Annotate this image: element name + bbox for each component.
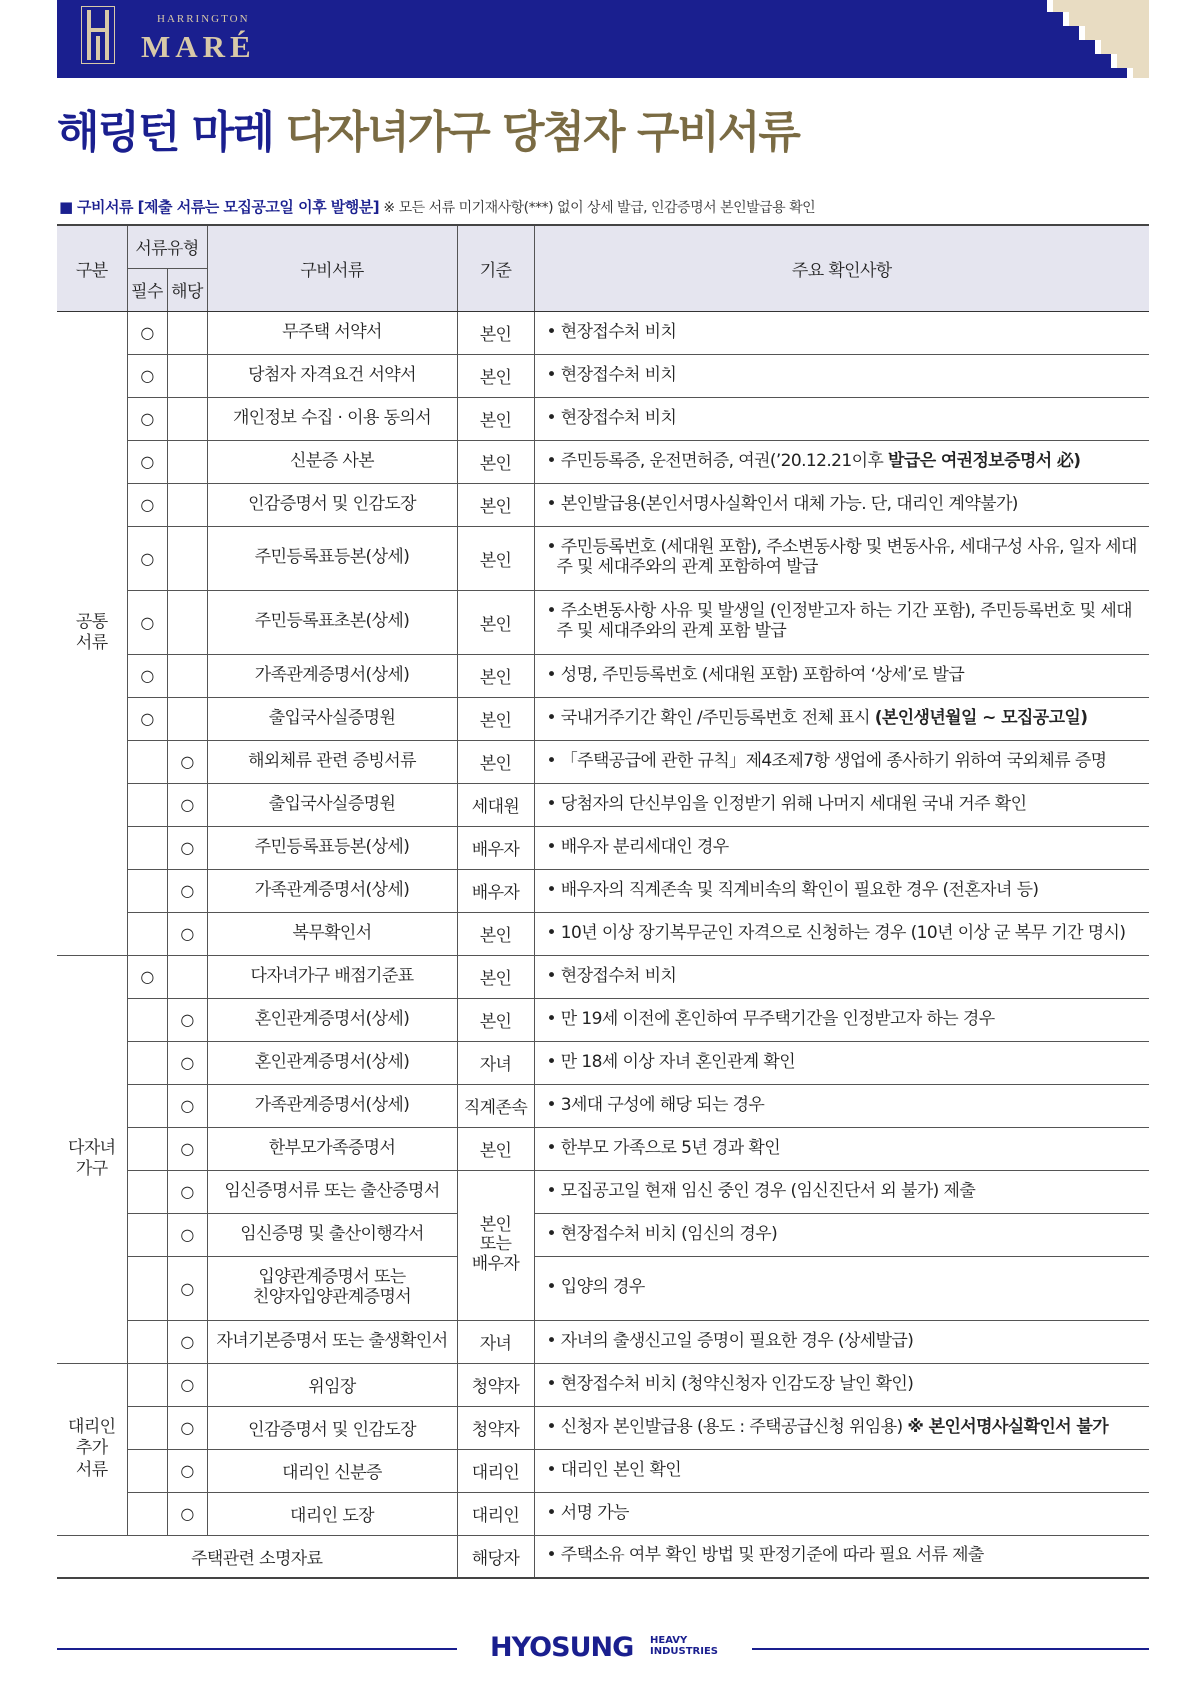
document-name: 임신증명 및 출산이행각서 — [207, 1213, 457, 1256]
documents-table-body — [57, 311, 1149, 1578]
basis: 배우자 — [457, 869, 534, 912]
bullet: • — [546, 1137, 556, 1158]
document-name: 당첨자 자격요건 서약서 — [207, 354, 457, 397]
bullet: • — [546, 1373, 556, 1394]
applicable-mark — [167, 590, 207, 654]
basis: 본인 — [457, 440, 534, 483]
bullet: • — [546, 664, 556, 685]
check-text: 현장접수처 비치 — [560, 965, 677, 986]
applicable-mark: ○ — [167, 1320, 207, 1363]
required-mark: ○ — [127, 483, 167, 526]
required-mark — [127, 783, 167, 826]
document-name: 한부모가족증명서 — [207, 1127, 457, 1170]
required-mark — [127, 1492, 167, 1535]
basis: 청약자 — [457, 1363, 534, 1406]
required-mark: ○ — [127, 654, 167, 697]
check-text: 현장접수처 비치 (임신의 경우) — [560, 1223, 778, 1244]
check-text: 현장접수처 비치 — [560, 407, 677, 428]
category-proxy: 대리인 추가 서류 — [57, 1363, 127, 1535]
table-row — [57, 440, 1149, 483]
header-doc-type: 서류유형 — [127, 225, 207, 268]
check-cell — [534, 783, 1149, 826]
document-name: 무주택 서약서 — [207, 311, 457, 354]
check-cell — [534, 354, 1149, 397]
check-text: 주민등록증, 운전면허증, 여권(’20.12.21이후 — [560, 450, 889, 471]
check-cell — [534, 1535, 1149, 1578]
document-name: 개인정보 수집 · 이용 동의서 — [207, 397, 457, 440]
document-name: 위임장 — [207, 1363, 457, 1406]
applicable-mark: ○ — [167, 1170, 207, 1213]
bullet: • — [546, 1180, 556, 1201]
required-mark: ○ — [127, 526, 167, 590]
check-text: 모집공고일 현재 임신 중인 경우 (임신진단서 외 불가) 제출 — [560, 1180, 976, 1201]
check-cell — [534, 1084, 1149, 1127]
bullet: • — [546, 1277, 556, 1298]
section-note: ※ 모든 서류 미기재사항(***) 없이 상세 발급, 인감증명서 본인발급용 확인 — [383, 200, 816, 216]
footer-line-left — [57, 1648, 457, 1650]
required-mark: ○ — [127, 397, 167, 440]
header-required: 필수 — [127, 268, 167, 311]
required-mark — [127, 1084, 167, 1127]
category-multi: 다자녀 가구 — [57, 955, 127, 1363]
document-name: 자녀기본증명서 또는 출생확인서 — [207, 1320, 457, 1363]
check-text: 배우자 분리세대인 경우 — [560, 836, 729, 857]
document-name: 혼인관계증명서(상세) — [207, 1041, 457, 1084]
check-cell — [534, 998, 1149, 1041]
basis: 본인 — [457, 590, 534, 654]
document-name: 복무확인서 — [207, 912, 457, 955]
document-name: 입양관계증명서 또는 친양자입양관계증명서 — [207, 1256, 457, 1320]
bullet: • — [546, 965, 556, 986]
table-row — [57, 1256, 1149, 1320]
table-row — [57, 1127, 1149, 1170]
document-name: 대리인 도장 — [207, 1492, 457, 1535]
check-text: 당첨자의 단신부임을 인정받기 위해 나머지 세대원 국내 거주 확인 — [560, 793, 1027, 814]
applicable-mark — [167, 397, 207, 440]
document-name: 가족관계증명서(상세) — [207, 1084, 457, 1127]
check-cell — [534, 1363, 1149, 1406]
applicable-mark — [167, 955, 207, 998]
check-cell — [534, 869, 1149, 912]
document-name: 인감증명서 및 인감도장 — [207, 1406, 457, 1449]
harrington-logo-icon — [81, 6, 115, 64]
bullet: • — [546, 750, 556, 771]
applicable-mark: ○ — [167, 740, 207, 783]
check-text: 주택소유 여부 확인 방법 및 판정기준에 따라 필요 서류 제출 — [560, 1545, 984, 1566]
check-cell — [534, 483, 1149, 526]
required-mark — [127, 1127, 167, 1170]
required-mark — [127, 912, 167, 955]
document-name: 출입국사실증명원 — [207, 783, 457, 826]
header-document: 구비서류 — [207, 225, 457, 311]
applicable-mark: ○ — [167, 1492, 207, 1535]
check-cell — [534, 1320, 1149, 1363]
hyosung-logo-sub1: HEAVY — [650, 1635, 688, 1646]
document-name: 혼인관계증명서(상세) — [207, 998, 457, 1041]
table-row — [57, 590, 1149, 654]
applicable-mark: ○ — [167, 912, 207, 955]
check-text: 현장접수처 비치 (청약신청자 인감도장 날인 확인) — [560, 1373, 914, 1394]
bullet: • — [546, 879, 556, 900]
bullet: • — [546, 1094, 556, 1115]
check-text: 배우자의 직계존속 및 직계비속의 확인이 필요한 경우 (전혼자녀 등) — [560, 879, 1039, 900]
table-row — [57, 1170, 1149, 1213]
table-row — [57, 1535, 1149, 1578]
table-row — [57, 1492, 1149, 1535]
bullet: • — [546, 537, 556, 558]
applicable-mark: ○ — [167, 1084, 207, 1127]
required-mark — [127, 1449, 167, 1492]
check-text: 성명, 주민등록번호 (세대원 포함) 포함하여 ‘상세’로 발급 — [560, 664, 965, 685]
page-title-part2: 다자녀가구 당첨자 구비서류 — [286, 107, 799, 158]
document-name: 출입국사실증명원 — [207, 697, 457, 740]
table-row — [57, 783, 1149, 826]
check-cell — [534, 590, 1149, 654]
bullet: • — [546, 1416, 556, 1437]
table-row — [57, 697, 1149, 740]
applicable-mark: ○ — [167, 1406, 207, 1449]
basis: 청약자 — [457, 1406, 534, 1449]
check-cell — [534, 697, 1149, 740]
applicable-mark — [167, 697, 207, 740]
header-basis: 기준 — [457, 225, 534, 311]
bullet: • — [546, 793, 556, 814]
header-check: 주요 확인사항 — [534, 225, 1149, 311]
check-text: 「주택공급에 관한 규칙」제4조제7항 생업에 종사하기 위하여 국외체류 증명 — [560, 750, 1107, 771]
basis: 배우자 — [457, 826, 534, 869]
check-cell — [534, 1127, 1149, 1170]
check-cell — [534, 1406, 1149, 1449]
bullet: • — [546, 601, 556, 622]
document-name: 신분증 사본 — [207, 440, 457, 483]
table-row — [57, 1320, 1149, 1363]
basis: 대리인 — [457, 1492, 534, 1535]
check-text-bold: 발급은 여권정보증명서 必) — [888, 450, 1081, 471]
documents-table — [57, 224, 1149, 1579]
bullet: • — [546, 1223, 556, 1244]
table-row — [57, 998, 1149, 1041]
header-applicable: 해당 — [167, 268, 207, 311]
check-text: 대리인 본인 확인 — [560, 1459, 682, 1480]
bullet: • — [546, 836, 556, 857]
check-cell — [534, 912, 1149, 955]
table-row — [57, 397, 1149, 440]
required-mark: ○ — [127, 354, 167, 397]
required-mark: ○ — [127, 955, 167, 998]
table-row — [57, 1213, 1149, 1256]
check-cell — [534, 311, 1149, 354]
table-row — [57, 955, 1149, 998]
required-mark — [127, 826, 167, 869]
bullet: • — [546, 450, 556, 471]
required-mark: ○ — [127, 697, 167, 740]
check-text: 10년 이상 장기복무군인 자격으로 신청하는 경우 (10년 이상 군 복무 기간 명시) — [560, 922, 1126, 943]
basis: 본인 — [457, 740, 534, 783]
check-cell — [534, 955, 1149, 998]
check-cell — [534, 397, 1149, 440]
check-text: 현장접수처 비치 — [560, 321, 677, 342]
table-row — [57, 483, 1149, 526]
brand-small-text: HARRINGTON — [157, 13, 250, 25]
table-row — [57, 311, 1149, 354]
table-row — [57, 740, 1149, 783]
check-cell — [534, 1170, 1149, 1213]
table-row — [57, 1363, 1149, 1406]
applicable-mark: ○ — [167, 1363, 207, 1406]
bullet: • — [546, 493, 556, 514]
basis: 자녀 — [457, 1041, 534, 1084]
applicable-mark: ○ — [167, 783, 207, 826]
basis: 직계존속 — [457, 1084, 534, 1127]
document-name: 대리인 신분증 — [207, 1449, 457, 1492]
hyosung-logo-subtext — [650, 1635, 718, 1657]
check-text-bold: (본인생년월일 ~ 모집공고일) — [874, 707, 1088, 728]
applicable-mark — [167, 311, 207, 354]
hyosung-logo-sub2: INDUSTRIES — [650, 1646, 718, 1657]
table-row — [57, 1084, 1149, 1127]
bullet: • — [546, 1008, 556, 1029]
check-text: 현장접수처 비치 — [560, 364, 677, 385]
applicable-mark: ○ — [167, 1449, 207, 1492]
document-name: 해외체류 관련 증빙서류 — [207, 740, 457, 783]
check-cell — [534, 1213, 1149, 1256]
bullet: • — [546, 1051, 556, 1072]
table-row — [57, 654, 1149, 697]
check-text: 서명 가능 — [560, 1502, 629, 1523]
basis: 본인 — [457, 397, 534, 440]
check-text: 한부모 가족으로 5년 경과 확인 — [560, 1137, 781, 1158]
required-mark — [127, 1170, 167, 1213]
required-mark — [127, 1213, 167, 1256]
check-cell — [534, 1256, 1149, 1320]
check-text-bold: ※ 본인서명사실확인서 불가 — [907, 1416, 1109, 1437]
bullet: • — [546, 407, 556, 428]
check-text: 주소변동사항 사유 및 발생일 (인정받고자 하는 기간 포함), 주민등록번호 및 세대주 및 세대주와의 관계 포함 발급 — [556, 601, 1132, 641]
basis: 본인 또는 배우자 — [457, 1170, 534, 1320]
bullet: • — [546, 321, 556, 342]
table-row — [57, 1406, 1149, 1449]
required-mark: ○ — [127, 311, 167, 354]
check-cell — [534, 1492, 1149, 1535]
check-cell — [534, 740, 1149, 783]
applicable-mark: ○ — [167, 1256, 207, 1320]
document-name: 가족관계증명서(상세) — [207, 654, 457, 697]
header-category: 구분 — [57, 225, 127, 311]
table-row — [57, 826, 1149, 869]
basis: 대리인 — [457, 1449, 534, 1492]
square-bullet-icon: ■ — [59, 198, 73, 216]
applicable-mark: ○ — [167, 1041, 207, 1084]
table-row — [57, 869, 1149, 912]
applicable-mark: ○ — [167, 1127, 207, 1170]
table-row — [57, 354, 1149, 397]
required-mark — [127, 1256, 167, 1320]
hyosung-logo — [490, 1630, 720, 1670]
category-common: 공통 서류 — [57, 311, 127, 955]
check-text: 본인발급용(본인서명사실확인서 대체 가능. 단, 대리인 계약불가) — [560, 493, 1018, 514]
required-mark — [127, 740, 167, 783]
section-title: 구비서류 [제출 서류는 모집공고일 이후 발행분] — [76, 198, 380, 216]
document-name: 다자녀가구 배점기준표 — [207, 955, 457, 998]
applicable-mark — [167, 440, 207, 483]
required-mark — [127, 1406, 167, 1449]
required-mark — [127, 1320, 167, 1363]
bullet: • — [546, 1330, 556, 1351]
document-name: 임신증명서류 또는 출산증명서 — [207, 1170, 457, 1213]
bullet: • — [546, 1459, 556, 1480]
basis: 자녀 — [457, 1320, 534, 1363]
check-text: 3세대 구성에 해당 되는 경우 — [560, 1094, 765, 1115]
bullet: • — [546, 364, 556, 385]
basis: 본인 — [457, 654, 534, 697]
check-cell — [534, 826, 1149, 869]
bullet: • — [546, 1545, 556, 1566]
table-row — [57, 1041, 1149, 1084]
applicable-mark: ○ — [167, 998, 207, 1041]
basis: 본인 — [457, 311, 534, 354]
page-title-part1: 해링턴 마레 — [57, 107, 273, 158]
brand-big-text: MARÉ — [141, 29, 256, 64]
basis: 본인 — [457, 697, 534, 740]
brand-bar — [57, 0, 1149, 78]
section-label — [59, 196, 815, 217]
stairs-decoration-icon — [1039, 0, 1149, 78]
basis: 세대원 — [457, 783, 534, 826]
document-name: 인감증명서 및 인감도장 — [207, 483, 457, 526]
footer-line-right — [752, 1648, 1149, 1650]
category-housing: 주택관련 소명자료 — [57, 1535, 457, 1578]
check-text: 자녀의 출생신고일 증명이 필요한 경우 (상세발급) — [560, 1330, 914, 1351]
applicable-mark: ○ — [167, 826, 207, 869]
required-mark — [127, 1363, 167, 1406]
page-title — [57, 96, 799, 160]
required-mark: ○ — [127, 440, 167, 483]
document-name: 주민등록표등본(상세) — [207, 526, 457, 590]
check-text: 국내거주기간 확인 /주민등록번호 전체 표시 — [560, 707, 875, 728]
basis: 본인 — [457, 1127, 534, 1170]
basis: 본인 — [457, 483, 534, 526]
check-cell — [534, 526, 1149, 590]
applicable-mark — [167, 354, 207, 397]
basis: 본인 — [457, 526, 534, 590]
applicable-mark — [167, 654, 207, 697]
check-cell — [534, 1041, 1149, 1084]
basis: 본인 — [457, 998, 534, 1041]
table-row — [57, 912, 1149, 955]
bullet: • — [546, 1502, 556, 1523]
check-cell — [534, 1449, 1149, 1492]
applicable-mark — [167, 526, 207, 590]
document-name: 주민등록표등본(상세) — [207, 826, 457, 869]
table-row — [57, 526, 1149, 590]
required-mark — [127, 998, 167, 1041]
required-mark — [127, 869, 167, 912]
basis: 본인 — [457, 955, 534, 998]
check-text: 만 19세 이전에 혼인하여 무주택기간을 인정받고자 하는 경우 — [560, 1008, 995, 1029]
document-name: 주민등록표초본(상세) — [207, 590, 457, 654]
table-row — [57, 1449, 1149, 1492]
bullet: • — [546, 922, 556, 943]
applicable-mark — [167, 483, 207, 526]
check-cell — [534, 440, 1149, 483]
basis: 해당자 — [457, 1535, 534, 1578]
check-cell — [534, 654, 1149, 697]
applicable-mark: ○ — [167, 869, 207, 912]
basis: 본인 — [457, 354, 534, 397]
basis: 본인 — [457, 912, 534, 955]
check-text: 입양의 경우 — [560, 1277, 645, 1298]
check-text: 만 18세 이상 자녀 혼인관계 확인 — [560, 1051, 796, 1072]
bullet: • — [546, 707, 556, 728]
document-name: 가족관계증명서(상세) — [207, 869, 457, 912]
required-mark: ○ — [127, 590, 167, 654]
hyosung-logo-text: HYOSUNG — [490, 1632, 634, 1663]
applicable-mark: ○ — [167, 1213, 207, 1256]
check-text: 신청자 본인발급용 (용도 : 주택공급신청 위임용) — [560, 1416, 908, 1437]
required-mark — [127, 1041, 167, 1084]
check-text: 주민등록번호 (세대원 포함), 주소변동사항 및 변동사유, 세대구성 사유, 일자 세대주 및 세대주와의 관계 포함하여 발급 — [556, 537, 1137, 577]
